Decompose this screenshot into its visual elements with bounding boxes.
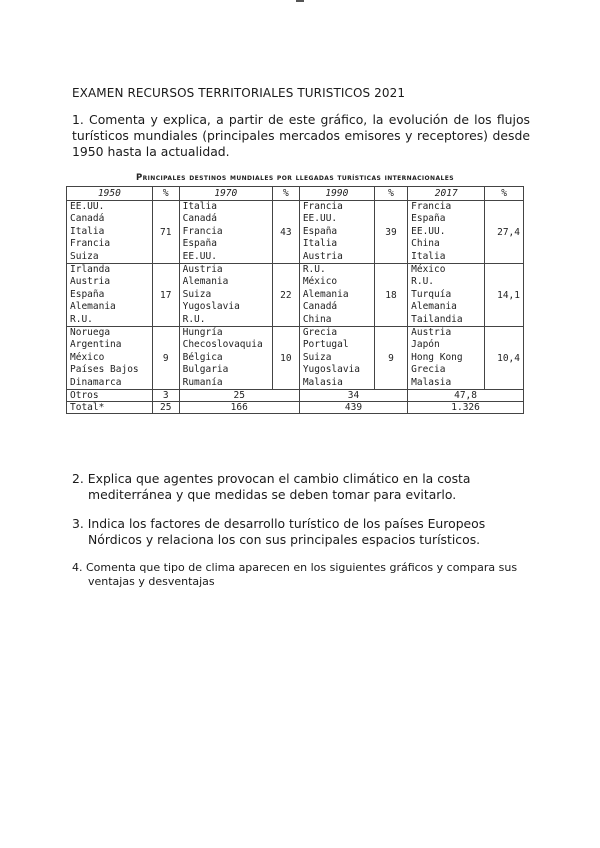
destinations-table	[66, 186, 524, 414]
total-1990: 439	[299, 402, 407, 414]
question-2-number: 2.	[72, 471, 84, 486]
countries-2017: Francia España EE.UU. China Italia	[408, 201, 485, 264]
total-1970: 166	[179, 402, 299, 414]
question-4	[72, 561, 530, 589]
pct-1950: 9	[152, 327, 179, 390]
page-top-mark	[296, 0, 304, 2]
pct-1970: 10	[273, 327, 300, 390]
otros-1950: 3	[152, 390, 179, 402]
question-2-first-line: Explica que agentes provocan el cambio climático en la costa	[87, 471, 471, 486]
pct-1950: 71	[152, 201, 179, 264]
otros-label: Otros	[67, 390, 153, 402]
otros-2017: 47,8	[408, 390, 524, 402]
question-2-rest: mediterránea y que medidas se deben tomar para evitarlo.	[88, 487, 457, 502]
countries-1950: Noruega Argentina México Países Bajos Dinamarca	[67, 327, 153, 390]
question-2	[72, 471, 530, 503]
total-2017: 1.326	[408, 402, 524, 414]
header-2017: 2017	[408, 187, 485, 201]
otros-1970: 25	[179, 390, 299, 402]
total-1950: 25	[152, 402, 179, 414]
pct-1990: 18	[374, 264, 407, 327]
header-pct-1990: %	[374, 187, 407, 201]
header-1990: 1990	[299, 187, 374, 201]
question-4-first-line: Comenta que tipo de clima aparecen en los siguientes gráficos y compara sus	[86, 561, 518, 574]
countries-1990: R.U. México Alemania Canadá China	[299, 264, 374, 327]
countries-1970: Austria Alemania Suiza Yugoslavia R.U.	[179, 264, 272, 327]
question-4-number: 4.	[72, 561, 83, 574]
pct-2017: 10,4	[485, 327, 524, 390]
total-label: Total*	[67, 402, 153, 414]
question-4-rest: ventajas y desventajas	[88, 575, 215, 588]
header-1950: 1950	[67, 187, 153, 201]
question-3-first-line: Indica los factores de desarrollo turístico de los países Europeos	[87, 516, 486, 531]
header-pct-1950: %	[152, 187, 179, 201]
header-pct-1970: %	[273, 187, 300, 201]
countries-2017: México R.U. Turquía Alemania Tailandia	[408, 264, 485, 327]
countries-1990: Grecia Portugal Suiza Yugoslavia Malasia	[299, 327, 374, 390]
pct-1990: 9	[374, 327, 407, 390]
table-row	[67, 327, 524, 390]
pct-1990: 39	[374, 201, 407, 264]
otros-1990: 34	[299, 390, 407, 402]
countries-1950: EE.UU. Canadá Italia Francia Suiza	[67, 201, 153, 264]
countries-1970: Italia Canadá Francia España EE.UU.	[179, 201, 272, 264]
countries-1990: Francia EE.UU. España Italia Austria	[299, 201, 374, 264]
pct-1970: 22	[273, 264, 300, 327]
pct-2017: 27,4	[485, 201, 524, 264]
header-pct-2017: %	[485, 187, 524, 201]
question-3	[72, 516, 530, 548]
pct-2017: 14,1	[485, 264, 524, 327]
total-row	[67, 402, 524, 414]
pct-1970: 43	[273, 201, 300, 264]
question-3-number: 3.	[72, 516, 84, 531]
exam-title: EXAMEN RECURSOS TERRITORIALES TURISTICOS 2021	[72, 86, 406, 100]
table-title: Principales destinos mundiales por llegadas turísticas internacionales	[136, 173, 454, 183]
countries-2017: Austria Japón Hong Kong Grecia Malasia	[408, 327, 485, 390]
table-row	[67, 264, 524, 327]
pct-1950: 17	[152, 264, 179, 327]
countries-1950: Irlanda Austria España Alemania R.U.	[67, 264, 153, 327]
question-1: 1. Comenta y explica, a partir de este gráfico, la evolución de los flujos turísticos mundiales (principales mercados emisores y receptores) desde 1950 hasta la actualidad.	[72, 112, 530, 159]
header-1970: 1970	[179, 187, 272, 201]
countries-1970: Hungría Checoslovaquia Bélgica Bulgaria Rumanía	[179, 327, 272, 390]
table-header-row	[67, 187, 524, 201]
question-3-rest: Nórdicos y relaciona los con sus principales espacios turísticos.	[88, 532, 481, 547]
table-row	[67, 201, 524, 264]
otros-row	[67, 390, 524, 402]
